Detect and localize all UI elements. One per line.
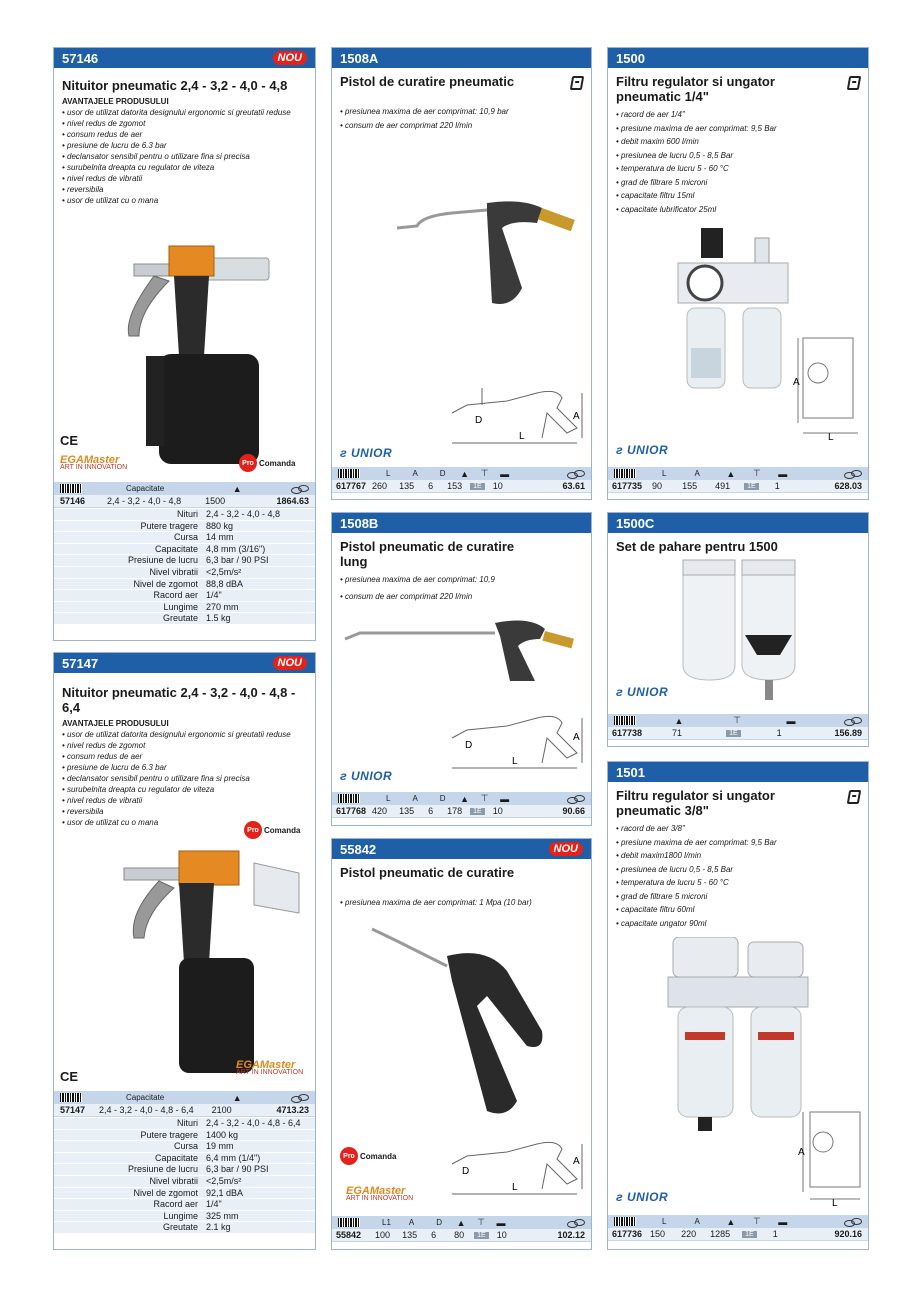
price-row: [608, 1228, 868, 1241]
feature-item: • capacitate filtru 15ml: [616, 191, 695, 200]
col-a: A: [412, 469, 418, 478]
qty-value: 10: [492, 806, 503, 816]
col-a: A: [694, 469, 700, 478]
feature-item: • presiune maxima de aer comprimat: 9,5 Bar: [616, 837, 777, 847]
col-l1: L1: [382, 1218, 391, 1227]
price-row: [608, 480, 868, 493]
product-card-57146: [53, 47, 316, 641]
feature-item: • presiunea maxima de aer comprimat: 10,9: [340, 575, 495, 584]
article-code: 617736: [612, 1229, 643, 1239]
dimension-drawing: [447, 383, 587, 453]
weight-icon: ▲: [456, 1217, 466, 1228]
feature-item: • nivel redus de zgomot: [62, 741, 146, 750]
price-table-header: [608, 467, 868, 480]
feature-item: • capacitate lubrificator 25ml: [616, 204, 717, 214]
product-code: 1500C: [616, 515, 655, 531]
price-row: [332, 480, 591, 493]
spec-row: Nivel vibratii <2,5m/s²: [54, 567, 315, 579]
dimension-drawing: [447, 708, 587, 778]
blow-gun-image: [392, 198, 582, 318]
qty-value: 10: [496, 1230, 507, 1240]
feature-item: • presiune de lucru de 6.3 bar: [62, 141, 167, 150]
unior-logo: ƨ UNIOR: [340, 769, 393, 783]
coins-icon: [291, 1093, 309, 1103]
capacity-value: 2,4 - 3,2 - 4,0 - 4,8 - 6,4: [99, 1105, 194, 1115]
weight-icon: ▲: [726, 468, 736, 479]
product-code: 1508B: [340, 515, 379, 531]
article-code: 617767: [336, 481, 367, 491]
product-code: 57147: [62, 655, 99, 671]
feature-item: • surubelnita dreapta cu regulator de viteza: [62, 163, 215, 172]
rivet-gun-image: [104, 843, 304, 1075]
weight-value: 178: [447, 806, 463, 816]
weight-value: 491: [715, 481, 731, 491]
weight-value: 71: [672, 728, 683, 738]
product-title: Filtru regulator si ungator pneumatic 1/4": [608, 68, 868, 106]
feature-item: • usor de utilizat datorita designului ergonomic si greutatii reduse: [62, 108, 291, 117]
price-row: [54, 495, 315, 508]
advantages-heading: AVANTAJELE PRODUSULUI: [62, 97, 169, 106]
a-value: 135: [399, 806, 415, 816]
l-value: 100: [375, 1230, 391, 1240]
col-l: L: [386, 794, 391, 803]
product-title: Nituitor pneumatic 2,4 - 3,2 - 4,0 - 4,8: [62, 78, 288, 93]
weight-icon: ▲: [232, 483, 242, 494]
spec-row: Presiune de lucru 6,3 bar / 90 PSI: [54, 1164, 315, 1176]
product-title: Nituitor pneumatic 2,4 - 3,2 - 4,0 - 4,8 - 6,4: [62, 685, 296, 715]
feature-item: • grad de filtrare 5 microni: [616, 891, 708, 901]
faucet-icon: ⊤: [477, 1217, 485, 1227]
feature-item: • racord de aer 1/4": [616, 110, 685, 119]
weight-icon: ▲: [460, 793, 470, 804]
weight-value: 153: [447, 481, 463, 491]
d-value: 6: [428, 806, 434, 816]
feature-item: • grad de filtrare 5 microni: [616, 177, 708, 187]
weight-value: 80: [454, 1230, 465, 1240]
new-badge: NOU: [273, 51, 307, 65]
feature-item: • capacitate ungator 90ml: [616, 918, 707, 928]
feature-list: [54, 107, 315, 206]
coins-icon: [844, 469, 862, 479]
price-row: [54, 1104, 315, 1117]
card-header: [332, 513, 591, 533]
a-value: 135: [402, 1230, 418, 1240]
egamaster-logo: EGAMaster ART IN INNOVATION: [236, 1059, 304, 1076]
feature-item: • racord de aer 3/8": [616, 824, 685, 833]
spec-row: Nivel vibratii <2,5m/s²: [54, 1176, 315, 1188]
card-header: [608, 762, 868, 782]
feature-item: • reversibila: [62, 185, 104, 194]
product-title: Pistol de curatire pneumatic: [332, 68, 591, 91]
col-l: L: [662, 469, 667, 478]
coins-icon: [567, 1218, 585, 1228]
weight-value: 1285: [710, 1229, 731, 1239]
weight-icon: ▲: [232, 1092, 242, 1103]
article-code: 55842: [336, 1230, 362, 1240]
rivet-gun-image: [114, 236, 294, 468]
price-value: 628.03: [834, 481, 862, 491]
dimension-drawing: [793, 333, 863, 443]
coins-icon: [567, 794, 585, 804]
a-value: 155: [682, 481, 698, 491]
price-value: 90.66: [562, 806, 585, 816]
feature-item: • temperatura de lucru 5 - 60 °C: [616, 164, 729, 173]
dimension-drawing: [798, 1107, 866, 1207]
article-code: 617768: [336, 806, 367, 816]
product-code: 1500: [616, 50, 645, 66]
feature-item: • presiunea maxima de aer comprimat: 10,9 bar: [340, 107, 509, 116]
feature-item: • declansator sensibil pentru o utilizare fina si precisa: [62, 152, 250, 161]
box-icon: ▬: [786, 715, 796, 726]
unior-logo: ƨ UNIOR: [340, 446, 393, 460]
new-badge: NOU: [273, 656, 307, 670]
weight-icon: ▲: [726, 1216, 736, 1227]
article-code: 57147: [60, 1105, 86, 1115]
qty-value: 1: [776, 728, 782, 738]
pro-comanda-logo: Pro Comanda: [340, 1147, 396, 1165]
spec-table: [54, 509, 315, 625]
a-value: 220: [681, 1229, 697, 1239]
spec-row: Greutate 1.5 kg: [54, 613, 315, 625]
price-value: 63.61: [562, 481, 585, 491]
qty-value: 10: [492, 481, 503, 491]
col-capacity: Capacitate: [126, 1093, 165, 1102]
col-d: D: [436, 1218, 443, 1227]
box-icon: ▬: [500, 793, 510, 804]
feature-item: • reversibila: [62, 807, 104, 816]
spec-row: Nivel de zgomot 88,8 dBA: [54, 579, 315, 591]
article-code: 617735: [612, 481, 643, 491]
weight-icon: ▲: [674, 715, 684, 726]
product-code: 1508A: [340, 50, 379, 66]
col-a: A: [694, 1217, 700, 1226]
book-icon: [570, 76, 584, 90]
coins-icon: [567, 469, 585, 479]
dim-l: L: [519, 431, 525, 442]
spec-row: Presiune de lucru 6,3 bar / 90 PSI: [54, 555, 315, 567]
dim-a: A: [793, 377, 800, 388]
product-code: 1501: [616, 764, 645, 780]
dim-l: L: [512, 1182, 518, 1193]
spec-row: Nituri 2,4 - 3,2 - 4,0 - 4,8 - 6,4: [54, 1118, 315, 1130]
price-value: 1864.63: [276, 496, 309, 506]
barcode-icon: [614, 469, 636, 478]
col-l: L: [662, 1217, 667, 1226]
feature-item: • consum redus de aer: [62, 752, 143, 761]
advantages-heading: AVANTAJELE PRODUSULUI: [62, 719, 169, 728]
spec-row: Nivel de zgomot 92,1 dBA: [54, 1188, 315, 1200]
dim-d: D: [462, 1166, 470, 1177]
dim-a: A: [573, 1156, 580, 1167]
article-code: 617738: [612, 728, 643, 738]
price-table-header: [54, 482, 315, 495]
a-value: 135: [399, 481, 415, 491]
card-header: [54, 48, 315, 68]
barcode-icon: [60, 1093, 82, 1102]
product-card-1501: [607, 761, 869, 1250]
price-table-header: [332, 467, 591, 480]
unit-badge: 1E: [470, 483, 485, 490]
price-table-header: [332, 792, 591, 805]
barcode-icon: [338, 794, 360, 803]
qty-value: 1: [772, 1229, 778, 1239]
coins-icon: [844, 716, 862, 726]
feature-item: • nivel redus de vibratii: [62, 796, 143, 805]
col-capacity: Capacitate: [126, 484, 165, 493]
price-value: 102.12: [557, 1230, 585, 1240]
l-value: 260: [372, 481, 388, 491]
blow-gun-image: [367, 921, 547, 1121]
feature-item: • usor de utilizat cu o mana: [62, 196, 159, 205]
unit-badge: 1E: [726, 730, 741, 737]
feature-list: [608, 106, 868, 216]
feature-item: • presiunea de lucru 0,5 - 8,5 Bar: [616, 150, 734, 160]
spec-row: Cursa 14 mm: [54, 532, 315, 544]
unit-badge: 1E: [742, 1231, 757, 1238]
price-value: 920.16: [834, 1229, 862, 1239]
ce-mark: CE: [60, 433, 79, 448]
spec-row: Nituri 2,4 - 3,2 - 4,0 - 4,8: [54, 509, 315, 521]
spec-row: Putere tragere 1400 kg: [54, 1130, 315, 1142]
feature-item: • debit maxim1800 l/min: [616, 851, 702, 860]
price-table-header: [54, 1091, 315, 1104]
box-icon: ▬: [778, 1216, 788, 1227]
faucet-icon: ⊤: [480, 793, 489, 803]
box-icon: ▬: [500, 468, 510, 479]
product-card-55842: [331, 838, 592, 1250]
spec-row: Capacitate 4,8 mm (3/16"): [54, 544, 315, 556]
article-code: 57146: [60, 496, 86, 506]
feature-item: • nivel redus de zgomot: [62, 119, 146, 128]
feature-item: • temperatura de lucru 5 - 60 °C: [616, 878, 729, 887]
price-table-header: [608, 1215, 868, 1228]
pro-comanda-logo: Pro Comanda: [244, 821, 300, 839]
box-icon: ▬: [778, 468, 788, 479]
feature-item: • debit maxim 600 l/min: [616, 137, 699, 146]
product-card-57147: [53, 652, 316, 1250]
new-badge: NOU: [549, 842, 583, 856]
card-header: [608, 513, 868, 533]
price-table-header: [608, 714, 868, 727]
faucet-icon: ⊤: [480, 468, 489, 478]
price-row: [332, 805, 591, 818]
unior-logo: ƨ UNIOR: [616, 443, 669, 457]
spec-table: [54, 1118, 315, 1234]
weight-value: 1500: [205, 496, 226, 506]
spec-row: Lungime 270 mm: [54, 602, 315, 614]
feature-list: [332, 571, 591, 605]
feature-item: • usor de utilizat datorita designului ergonomic si greutatii reduse: [62, 730, 291, 739]
barcode-icon: [60, 484, 82, 493]
box-icon: ▬: [496, 1217, 506, 1228]
faucet-icon: ⊤: [752, 468, 761, 478]
feature-item: • presiune de lucru de 6.3 bar: [62, 763, 167, 772]
feature-list: [608, 820, 868, 930]
product-card-1508A: [331, 47, 592, 500]
feature-item: • capacitate filtru 60ml: [616, 905, 695, 914]
product-title: Pistol pneumatic de curatire lung: [340, 539, 515, 569]
price-value: 4713.23: [276, 1105, 309, 1115]
price-row: [608, 727, 868, 740]
card-header: [54, 653, 315, 673]
product-card-1508B: [331, 512, 592, 826]
qty-value: 1: [774, 481, 780, 491]
col-a: A: [408, 1218, 415, 1227]
egamaster-logo: EGAMaster ART IN INNOVATION: [60, 454, 128, 471]
l-value: 420: [372, 806, 388, 816]
spec-row: Lungime 325 mm: [54, 1211, 315, 1223]
coins-icon: [291, 484, 309, 494]
spec-row: Racord aer 1/4": [54, 1199, 315, 1211]
spec-row: Greutate 2.1 kg: [54, 1222, 315, 1234]
dim-d: D: [475, 415, 483, 426]
filter-bowls-image: [680, 555, 800, 705]
feature-item: • presiune maxima de aer comprimat: 9,5 Bar: [616, 123, 777, 133]
book-icon: [847, 76, 861, 90]
product-title: Set de pahare pentru 1500: [616, 539, 778, 554]
feature-item: • presiunea de lucru 0,5 - 8,5 Bar: [616, 864, 734, 874]
col-d: D: [439, 469, 446, 478]
l-value: 150: [650, 1229, 666, 1239]
capacity-value: 2,4 - 3,2 - 4,0 - 4,8: [107, 496, 182, 506]
product-title: Pistol pneumatic de curatire: [340, 865, 515, 880]
card-header: [332, 48, 591, 68]
barcode-icon: [338, 1218, 360, 1227]
feature-item: • consum de aer comprimat 220 l/min: [340, 592, 473, 601]
faucet-icon: ⊤: [733, 715, 741, 725]
dimension-drawing: [447, 1134, 587, 1204]
l-value: 90: [652, 481, 663, 491]
feature-list: [332, 882, 591, 910]
product-code: 57146: [62, 50, 99, 66]
dim-d: D: [465, 740, 473, 751]
feature-item: • consum de aer comprimat 220 l/min: [340, 120, 473, 130]
unior-logo: ƨ UNIOR: [616, 1190, 669, 1204]
dim-l: L: [828, 432, 834, 443]
card-header: [608, 48, 868, 68]
col-a: A: [412, 794, 418, 803]
ce-mark: CE: [60, 1069, 79, 1084]
dim-a: A: [798, 1147, 805, 1158]
feature-item: • nivel redus de vibratii: [62, 174, 143, 183]
dim-l: L: [832, 1198, 838, 1207]
feature-item: • surubelnita dreapta cu regulator de viteza: [62, 785, 215, 794]
d-value: 6: [428, 481, 434, 491]
col-d: D: [439, 794, 446, 803]
price-value: 156.89: [834, 728, 862, 738]
book-icon: [847, 790, 861, 804]
spec-row: Cursa 19 mm: [54, 1141, 315, 1153]
product-code: 55842: [340, 841, 377, 857]
card-header: [332, 839, 591, 859]
feature-item: • presiunea maxima de aer comprimat: 1 Mpa (10 bar): [340, 898, 532, 907]
feature-list: [332, 91, 591, 132]
product-title: Filtru regulator si ungator pneumatic 3/8": [608, 782, 868, 820]
unit-badge: 1E: [744, 483, 759, 490]
long-blow-gun-image: [340, 611, 585, 681]
pro-comanda-logo: Pro Comanda: [239, 454, 295, 472]
egamaster-logo: EGAMaster ART IN INNOVATION: [346, 1185, 414, 1202]
barcode-icon: [614, 1217, 636, 1226]
col-l: L: [386, 469, 391, 478]
filter-regulator-image: [673, 228, 793, 408]
feature-item: • declansator sensibil pentru o utilizare fina si precisa: [62, 774, 250, 783]
barcode-icon: [338, 469, 360, 478]
spec-row: Capacitate 6,4 mm (1/4"): [54, 1153, 315, 1165]
unior-logo: ƨ UNIOR: [616, 685, 669, 699]
unit-badge: 1E: [470, 808, 485, 815]
spec-row: Putere tragere 880 kg: [54, 521, 315, 533]
faucet-icon: ⊤: [752, 1216, 761, 1226]
weight-value: 2100: [211, 1105, 232, 1115]
price-table-header: [332, 1216, 591, 1229]
product-card-1500C: [607, 512, 869, 747]
dim-a: A: [573, 732, 580, 743]
product-card-1500: [607, 47, 869, 500]
barcode-icon: [614, 716, 636, 725]
spec-row: Racord aer 1/4": [54, 590, 315, 602]
d-value: 6: [431, 1230, 437, 1240]
unit-badge: 1E: [474, 1232, 489, 1239]
dim-a: A: [573, 411, 580, 422]
weight-icon: ▲: [460, 468, 470, 479]
feature-list: [54, 729, 315, 828]
price-row: [332, 1229, 591, 1242]
feature-item: • usor de utilizat cu o mana: [62, 818, 159, 827]
coins-icon: [844, 1217, 862, 1227]
dim-l: L: [512, 756, 518, 767]
filter-regulator-image: [663, 937, 813, 1137]
feature-item: • consum redus de aer: [62, 130, 143, 139]
